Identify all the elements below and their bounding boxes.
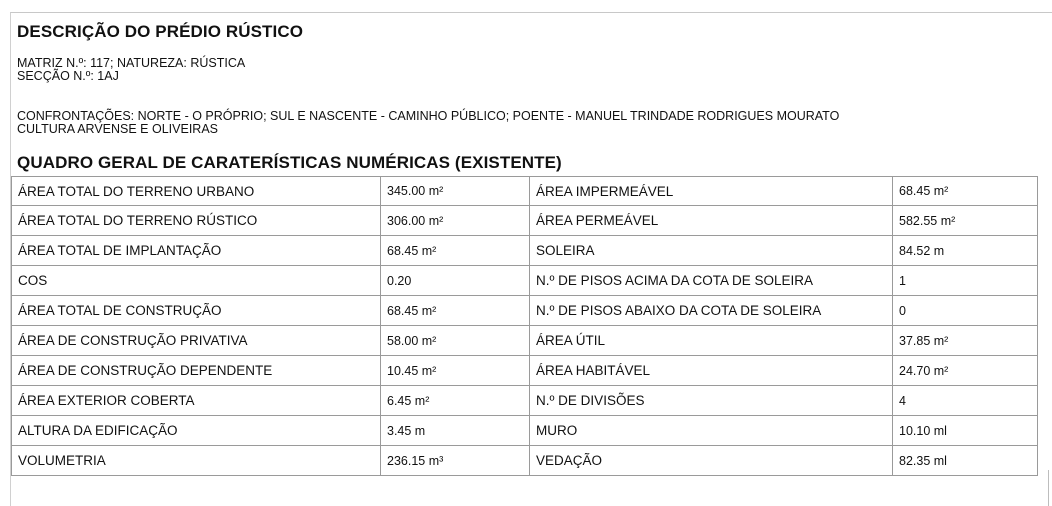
row-label-left: VOLUMETRIA [12, 446, 381, 476]
confrontacoes-line: CONFRONTAÇÕES: NORTE - O PRÓPRIO; SUL E NASCENTE - CAMINHO PÚBLICO; POENTE - MANUEL TRINDADE RODRIGUES MOURATO [17, 109, 840, 123]
table-row [12, 356, 1038, 386]
row-value-left: 345.00 m² [381, 177, 530, 206]
table-row [12, 386, 1038, 416]
row-value-right: 37.85 m² [893, 326, 1038, 356]
row-label-right: N.º DE PISOS ACIMA DA COTA DE SOLEIRA [530, 266, 893, 296]
row-value-right: 82.35 ml [893, 446, 1038, 476]
row-label-left: COS [12, 266, 381, 296]
row-label-left: ÁREA DE CONSTRUÇÃO DEPENDENTE [12, 356, 381, 386]
row-label-left: ÁREA TOTAL DE IMPLANTAÇÃO [12, 236, 381, 266]
row-value-left: 10.45 m² [381, 356, 530, 386]
row-label-left: ÁREA TOTAL DO TERRENO RÚSTICO [12, 206, 381, 236]
table-row [12, 266, 1038, 296]
seccao-line: SECÇÃO N.º: 1AJ [17, 69, 119, 83]
cultura-line: CULTURA ARVENSE E OLIVEIRAS [17, 122, 218, 136]
row-label-right: SOLEIRA [530, 236, 893, 266]
row-value-left: 0.20 [381, 266, 530, 296]
row-value-left: 3.45 m [381, 416, 530, 446]
row-label-left: ÁREA TOTAL DE CONSTRUÇÃO [12, 296, 381, 326]
row-label-left: ALTURA DA EDIFICAÇÃO [12, 416, 381, 446]
section-title-descricao: DESCRIÇÃO DO PRÉDIO RÚSTICO [17, 22, 304, 41]
matriz-line: MATRIZ N.º: 117; NATUREZA: RÚSTICA [17, 56, 246, 70]
row-label-right: ÁREA IMPERMEÁVEL [530, 177, 893, 206]
row-value-right: 582.55 m² [893, 206, 1038, 236]
table-row [12, 326, 1038, 356]
section-title-quadro-geral: QUADRO GERAL DE CARATERÍSTICAS NUMÉRICAS (EXISTENTE) [17, 153, 562, 172]
row-value-left: 58.00 m² [381, 326, 530, 356]
row-label-left: ÁREA TOTAL DO TERRENO URBANO [12, 177, 381, 206]
row-value-right: 0 [893, 296, 1038, 326]
row-label-right: ÁREA ÚTIL [530, 326, 893, 356]
row-label-right: ÁREA PERMEÁVEL [530, 206, 893, 236]
row-value-left: 68.45 m² [381, 296, 530, 326]
row-value-right: 68.45 m² [893, 177, 1038, 206]
table-row [12, 236, 1038, 266]
page-edge-divider [1048, 470, 1049, 506]
row-value-left: 6.45 m² [381, 386, 530, 416]
table-row [12, 446, 1038, 476]
row-label-right: MURO [530, 416, 893, 446]
table-row [12, 296, 1038, 326]
characteristics-table [11, 176, 1038, 476]
table-row [12, 416, 1038, 446]
row-value-right: 84.52 m [893, 236, 1038, 266]
row-value-left: 236.15 m³ [381, 446, 530, 476]
table-row [12, 177, 1038, 206]
row-value-right: 4 [893, 386, 1038, 416]
row-value-right: 10.10 ml [893, 416, 1038, 446]
row-label-right: N.º DE PISOS ABAIXO DA COTA DE SOLEIRA [530, 296, 893, 326]
row-label-right: N.º DE DIVISÕES [530, 386, 893, 416]
row-value-left: 68.45 m² [381, 236, 530, 266]
row-value-left: 306.00 m² [381, 206, 530, 236]
row-label-right: VEDAÇÃO [530, 446, 893, 476]
row-label-right: ÁREA HABITÁVEL [530, 356, 893, 386]
row-value-right: 1 [893, 266, 1038, 296]
row-label-left: ÁREA DE CONSTRUÇÃO PRIVATIVA [12, 326, 381, 356]
row-label-left: ÁREA EXTERIOR COBERTA [12, 386, 381, 416]
table-row [12, 206, 1038, 236]
row-value-right: 24.70 m² [893, 356, 1038, 386]
